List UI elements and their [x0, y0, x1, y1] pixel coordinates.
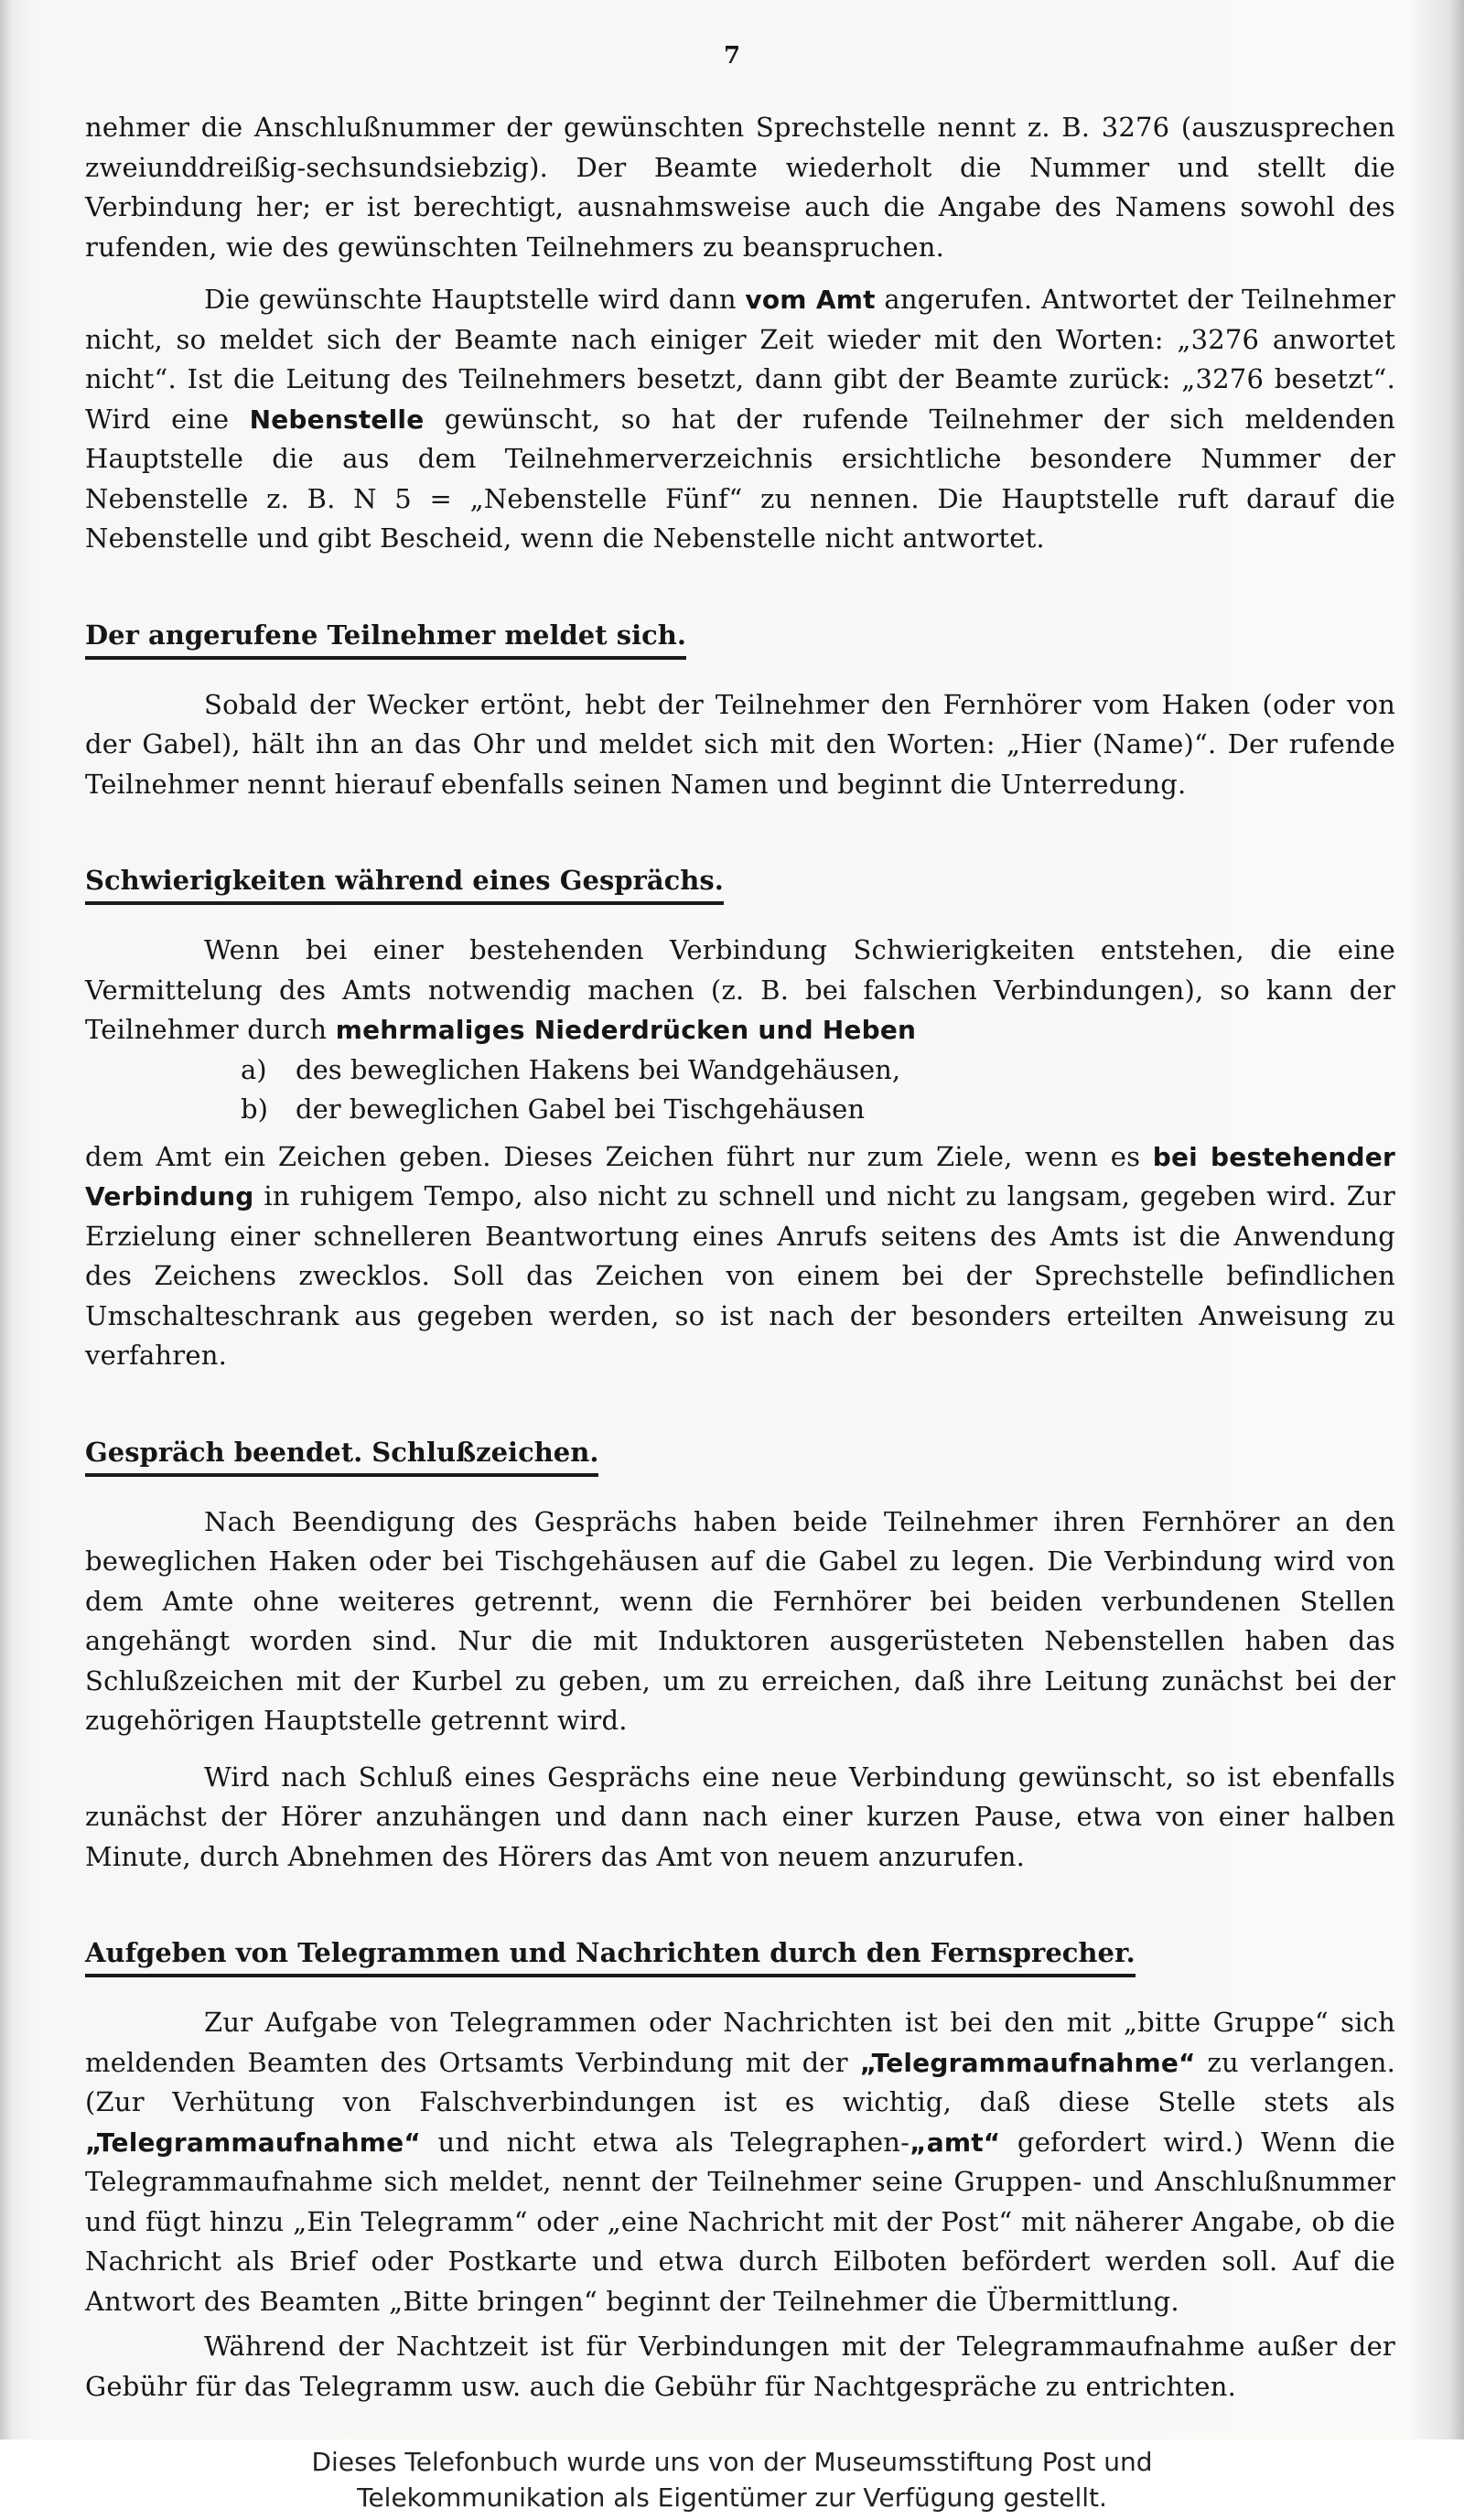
footer-line: Dieses Telefonbuch wurde uns von der Museumsstiftung Post und — [311, 2447, 1153, 2477]
emphasis-vom-amt: vom Amt — [745, 285, 876, 315]
emphasis-telegrammaufnahme: „Telegrammaufnahme“ — [859, 2047, 1196, 2078]
list-text: des beweglichen Hakens bei Wandgehäusen, — [296, 1053, 901, 1085]
text-run: und nicht etwa als Telegraphen- — [420, 2126, 910, 2158]
paragraph-telegramm-aufgabe — [85, 2003, 1395, 2321]
text-run: gewünscht, so hat der rufende Teilnehmer der sich meldenden Hauptstelle die aus dem Teilnehmerverzeichnis ersichtliche besondere Nummer der Nebenstelle z. B. N 5 = „Nebenstelle Fünf“ zu nennen. Die Hauptstelle ruft darauf die Nebenstelle und gibt Bescheid, wenn die Nebenstelle nicht antwortet. — [85, 403, 1396, 554]
footer-line: Telekommunikation als Eigentümer zur Verfügung gestellt. — [357, 2482, 1107, 2513]
list-text: der beweglichen Gabel bei Tischgehäusen — [296, 1093, 866, 1125]
paragraph-nachtzeit: Während der Nachtzeit ist für Verbindungen mit der Telegrammaufnahme außer der Gebühr für das Telegramm usw. auch die Gebühr für Nachtgespräche zu entrichten. — [85, 2331, 1395, 2402]
list-marker: a) — [241, 1053, 267, 1085]
text-run: Zur Aufgabe von Telegrammen oder Nachrichten ist bei den mit „bitte Gruppe“ sich meldenden Beamten des Ortsamts Verbindung mit der — [85, 2007, 1395, 2078]
paragraph-zeichen — [85, 1137, 1395, 1376]
paragraph-vermittelung — [85, 931, 1395, 1050]
paragraph-hauptstelle — [85, 280, 1395, 559]
paragraph-beendigung: Nach Beendigung des Gesprächs haben beide Teilnehmer ihren Fernhörer an den beweglichen Haken oder bei Tischgehäusen auf die Gabel zu legen. Die Verbindung wird von dem Amte ohne weiteres getrennt, wenn die Fernhörer bei beiden verbundenen Stellen angehängt worden sind. Nur die mit Induktoren ausgerüsteten Nebenstellen haben das Schlußzeichen mit der Kurbel zu geben, um zu erreichen, daß ihre Leitung zunächst bei der zugehörigen Hauptstelle getrennt wird. — [85, 1505, 1395, 1736]
emphasis-telegrammaufnahme-2: „Telegrammaufnahme“ — [85, 2127, 421, 2158]
attribution-footer — [0, 2439, 1464, 2520]
text-run: dem Amt ein Zeichen geben. Dieses Zeichen führt nur zum Ziele, wenn es — [85, 1140, 1153, 1172]
text-run: Wenn bei einer bestehenden Verbindung Schwierigkeiten entstehen, die eine Vermittelung des Amts notwendig machen (z. B. bei falschen Verbindungen), so kann der Teilnehmer durch — [85, 934, 1395, 1045]
paragraph-neue-verbindung: Wird nach Schluß eines Gesprächs eine neue Verbindung gewünscht, so ist ebenfalls zunächst der Hörer anzuhängen und dann nach einer kurzen Pause, etwa von einer halben Minute, durch Abnehmen des Hörers das Amt von neuem anzurufen. — [85, 1761, 1395, 1872]
section-heading-telegramme: Aufgeben von Telegrammen und Nachrichten durch den Fernsprecher. — [85, 1935, 1136, 1977]
page-content — [85, 108, 1395, 2423]
paragraph-wecker: Sobald der Wecker ertönt, hebt der Teilnehmer den Fernhörer vom Haken (oder von der Gabel), hält ihn an das Ohr und meldet sich mit den Worten: „Hier (Name)“. Der rufende Teilnehmer nennt hierauf ebenfalls seinen Namen und beginnt die Unterredung. — [85, 688, 1395, 800]
section-heading-gespraech-beendet: Gespräch beendet. Schlußzeichen. — [85, 1435, 598, 1477]
emphasis-bestehender-verbindung: bei bestehender Verbindung — [85, 1141, 1396, 1212]
text-run: in ruhigem Tempo, also nicht zu schnell und nicht zu langsam, gegeben wird. Zur Erzielung einer schnelleren Beantwortung eines Anrufs seitens des Amts ist die Anwendung des Zeichens zwecklos. Soll das Zeichen von einem bei der Sprechstelle befindlichen Umschalteschrank aus gegeben werden, so ist nach der besonders erteilten Anweisung zu verfahren. — [85, 1180, 1395, 1371]
list-item — [241, 1090, 1395, 1130]
list-item — [241, 1050, 1395, 1091]
gehaeuse-list — [241, 1050, 1395, 1130]
emphasis-nebenstelle: Nebenstelle — [249, 404, 425, 435]
page-number: 7 — [723, 42, 741, 70]
emphasis-amt: „amt“ — [910, 2127, 1001, 2158]
section-heading-angerufene: Der angerufene Teilnehmer meldet sich. — [85, 618, 686, 660]
text-run: gefordert wird.) Wenn die Telegrammaufnahme sich meldet, nennt der Teilnehmer seine Gruppen- und Anschlußnummer und fügt hinzu „Ein Telegramm“ oder „eine Nachricht mit der Post“ mit näherer Angabe, ob die Nachricht als Brief oder Postkarte und etwa durch Eilboten befördert werden soll. Auf die Antwort des Beamten „Bitte bringen“ beginnt der Teilnehmer die Übermittlung. — [85, 2126, 1395, 2317]
text-run: zu verlangen. (Zur Verhütung von Falschverbindungen ist es wichtig, daß diese Stelle stets als — [85, 2046, 1396, 2117]
paragraph-continuation: nehmer die Anschlußnummer der gewünschten Sprechstelle nennt z. B. 3276 (auszusprechen zweiunddreißig-sechsundsiebzig). Der Beamte wiederholt die Nummer und stellt die Verbindung her; er ist berechtigt, ausnahmsweise auch die Angabe des Namens sowohl des rufenden, wie des gewünschten Teilnehmers zu beanspruchen. — [85, 112, 1395, 263]
text-run: angerufen. Antwortet der Teilnehmer nicht, so meldet sich der Beamte nach einiger Zeit wieder mit den Worten: „3276 anwortet nicht“. Ist die Leitung des Teilnehmers besetzt, dann gibt der Beamte zurück: „3276 besetzt“. Wird eine — [85, 284, 1395, 435]
emphasis-niederdruecken: mehrmaliges Niederdrücken und Heben — [335, 1015, 917, 1045]
text-run: Die gewünschte Hauptstelle wird dann — [204, 284, 746, 315]
list-marker: b) — [241, 1093, 268, 1125]
section-heading-schwierigkeiten: Schwierigkeiten während eines Gesprächs. — [85, 863, 724, 905]
